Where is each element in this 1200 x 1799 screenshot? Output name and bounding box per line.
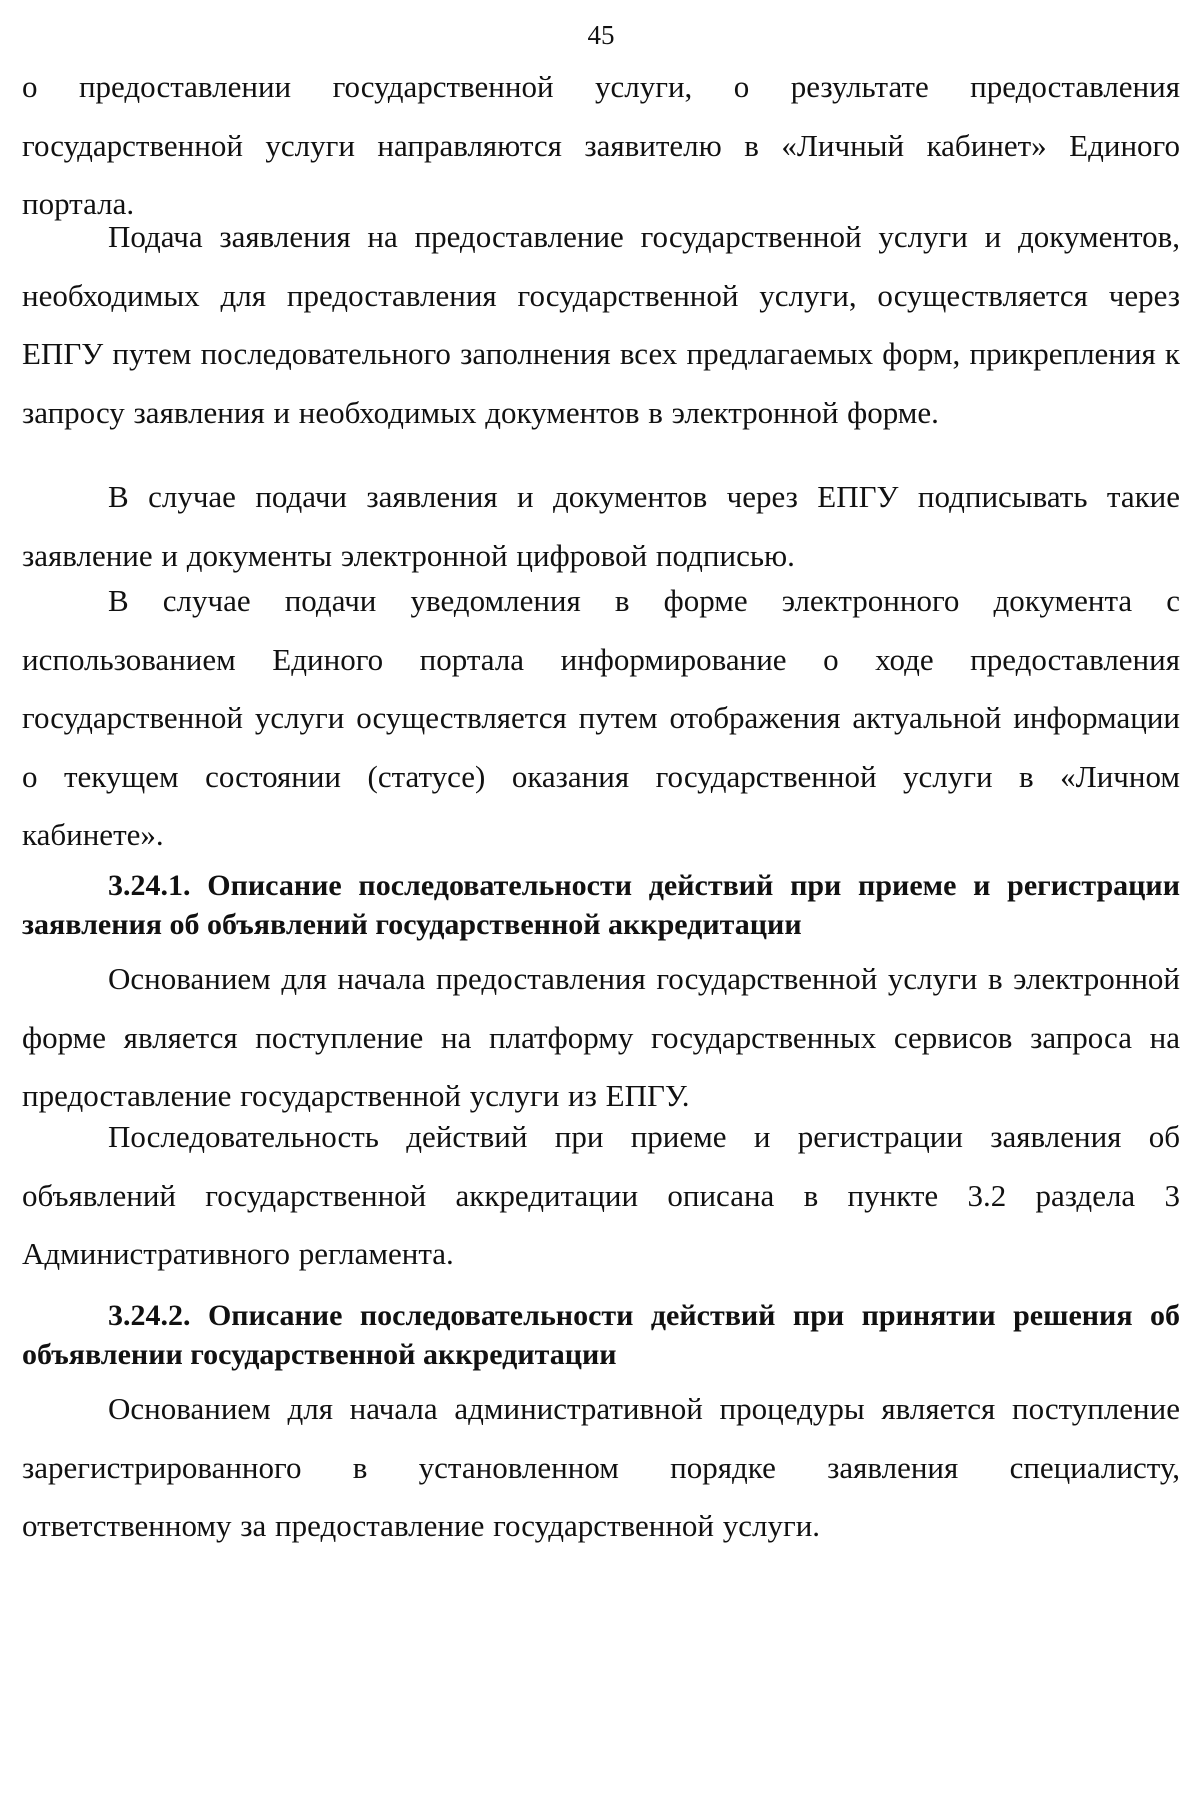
page-number: 45 (587, 20, 615, 50)
section-heading-3-24-1: 3.24.1. Описание последовательности действий при приеме и регистрации заявления об объявлений государственной аккредитации (22, 869, 1180, 941)
paragraph-status-notification: В случае подачи уведомления в форме электронного документа с использованием Единого портала информирование о ходе предоставления государственной услуги осуществляется путем отображения актуальной информации о текущем состоянии (статусе) оказания государственной услуги в «Личном кабинете». (22, 583, 1180, 852)
paragraph-digital-signature: В случае подачи заявления и документов через ЕПГУ подписывать такие заявление и документы электронной цифровой подписью. (22, 479, 1180, 573)
paragraph-procedure-basis: Основанием для начала административной процедуры является поступление зарегистрированного в установленном порядке заявления специалисту, ответственному за предоставление государственной услуги. (22, 1391, 1180, 1543)
paragraph-action-sequence: Последовательность действий при приеме и регистрации заявления об объявлений государственной аккредитации описана в пункте 3.2 раздела 3 Административного регламента. (22, 1119, 1180, 1271)
paragraph-service-basis: Основанием для начала предоставления государственной услуги в электронной форме является поступление на платформу государственных сервисов запроса на предоставление государственной услуги из ЕПГУ. (22, 961, 1180, 1113)
section-heading-3-24-2: 3.24.2. Описание последовательности действий при принятии решения об объявлении государственной аккредитации (22, 1299, 1180, 1371)
paragraph-application-submission: Подача заявления на предоставление государственной услуги и документов, необходимых для предоставления государственной услуги, осуществляется через ЕПГУ путем последовательного заполнения всех предлагаемых форм, прикрепления к запросу заявления и необходимых документов в электронной форме. (22, 219, 1180, 430)
paragraph-service-result: о предоставлении государственной услуги, о результате предоставления государственной услуги направляются заявителю в «Личный кабинет» Единого портала. (22, 69, 1180, 221)
